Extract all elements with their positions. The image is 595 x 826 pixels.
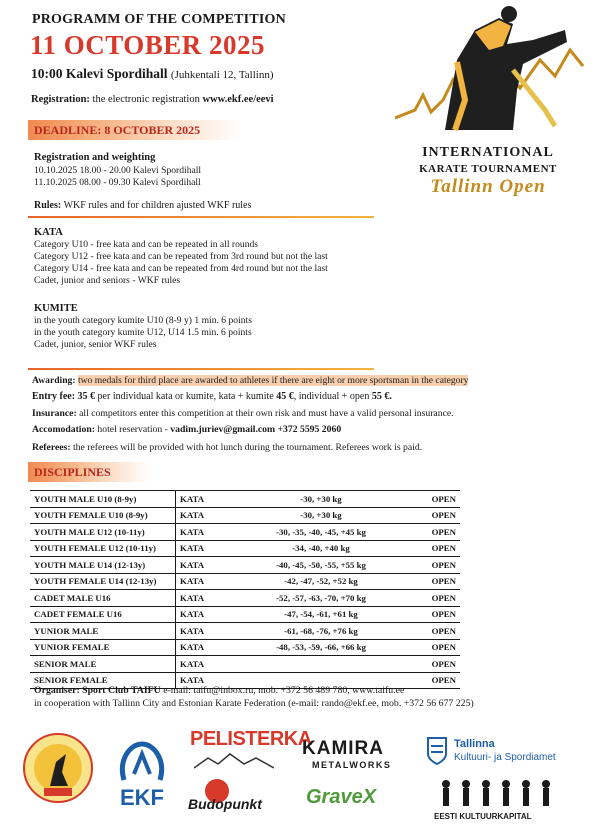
discipline-kata: KATA: [176, 557, 243, 574]
event-date: 11 OCTOBER 2025: [30, 30, 266, 60]
table-row: [30, 656, 460, 673]
weighting-line: 10.10.2025 18.00 - 20.00 Kalevi Spordihall: [34, 165, 202, 176]
budopunkt-text: Budopunkt: [188, 796, 262, 812]
discipline-kumite: -61, -68, -76, +76 kg: [242, 623, 400, 640]
discipline-kumite: -47, -54, -61, +61 kg: [242, 606, 400, 623]
discipline-open: OPEN: [400, 491, 460, 508]
kulka-logo-text: EESTI KULTUURKAPITAL: [434, 812, 532, 821]
discipline-category: YOUTH FEMALE U10 (8-9y): [30, 507, 176, 524]
discipline-category: CADET FEMALE U16: [30, 606, 176, 623]
discipline-category: YUNIOR MALE: [30, 623, 176, 640]
table-row: [30, 573, 460, 590]
discipline-kumite: -30, +30 kg: [242, 491, 400, 508]
discipline-kata: KATA: [176, 540, 243, 557]
discipline-kata: KATA: [176, 639, 243, 656]
discipline-kata: KATA: [176, 573, 243, 590]
tallinn-logo-line-1: Tallinna: [454, 738, 495, 750]
entry-fee-line: [32, 391, 392, 403]
registration-link[interactable]: www.ekf.ee/eevi: [202, 94, 274, 105]
event-venue: [31, 66, 274, 82]
kumite-line: in the youth category kumite U12, U14 1.5 min. 6 points: [34, 327, 252, 338]
ekf-emblem-icon: [112, 740, 172, 784]
ekf-text: EKF: [120, 785, 164, 810]
discipline-category: SENIOR MALE: [30, 656, 176, 673]
awarding-text: two medals for third place are awarded to athletes if there are eight or more sportsman in the category: [77, 375, 469, 386]
discipline-kumite: -34, -40, +40 kg: [242, 540, 400, 557]
discipline-category: YOUTH FEMALE U12 (10-11y): [30, 540, 176, 557]
organiser-contact: e-mail: taifu@inbox.ru, mob. +372 56 489 780, www.taifu.ee: [163, 685, 405, 696]
discipline-open: OPEN: [400, 672, 460, 689]
tallinn-crest-icon: [426, 736, 448, 766]
kata-line: Category U12 - free kata and can be repeated from 3rd round but not the last: [34, 251, 328, 262]
discipline-kata: KATA: [176, 623, 243, 640]
kamira-logo: KAMIRA: [302, 738, 384, 759]
insurance-line: [32, 408, 454, 420]
table-row: [30, 557, 460, 574]
weighting-block: [34, 152, 201, 189]
kumite-line: Cadet, junior, senior WKF rules: [34, 339, 157, 350]
table-row: [30, 507, 460, 524]
organiser-label: Organiser: Sport Club TAIFU: [34, 685, 161, 696]
accomodation-line: [32, 424, 341, 436]
weighting-title: Registration and weighting: [34, 152, 156, 163]
disciplines-table: [30, 490, 460, 689]
tournament-title: [408, 145, 568, 198]
discipline-kata: KATA: [176, 590, 243, 607]
discipline-kata: KATA: [176, 491, 243, 508]
tallinn-logo-line-2: Kultuuri- ja Spordiamet: [454, 752, 556, 763]
fee-individual: 35 €: [77, 391, 96, 402]
table-row: [30, 524, 460, 541]
discipline-open: OPEN: [400, 590, 460, 607]
fee-combined: 45 €: [276, 391, 294, 402]
organiser-block: [34, 684, 474, 710]
discipline-category: YOUTH FEMALE U14 (12-13y): [30, 573, 176, 590]
discipline-category: CADET MALE U16: [30, 590, 176, 607]
venue-address: (Juhkentali 12, Tallinn): [170, 69, 274, 81]
discipline-kumite: -48, -53, -59, -66, +66 kg: [242, 639, 400, 656]
kata-line: Category U14 - free kata and can be repeated from 4rd round but not the last: [34, 263, 328, 274]
discipline-kumite: -42, -47, -52, +52 kg: [242, 573, 400, 590]
pelisterka-mountain-icon: [194, 752, 274, 772]
discipline-kumite: -52, -57, -63, -70, +70 kg: [242, 590, 400, 607]
accomodation-label: Accomodation:: [32, 424, 95, 435]
discipline-open: OPEN: [400, 557, 460, 574]
kumite-block: [34, 303, 252, 351]
table-row: [30, 623, 460, 640]
deadline-band: DEADLINE: 8 OCTOBER 2025: [28, 120, 240, 140]
kata-title: KATA: [34, 227, 63, 238]
program-title: PROGRAMM OF THE COMPETITION: [32, 12, 286, 27]
discipline-kumite: -30, -35, -40, -45, +45 kg: [242, 524, 400, 541]
discipline-open: OPEN: [400, 540, 460, 557]
venue-name: 10:00 Kalevi Spordihall: [31, 66, 168, 81]
registration-line: [31, 94, 274, 105]
gravex-logo: GraveX: [306, 786, 377, 808]
table-row: [30, 590, 460, 607]
table-row: [30, 606, 460, 623]
table-row: [30, 639, 460, 656]
discipline-kata: KATA: [176, 672, 243, 689]
discipline-open: OPEN: [400, 524, 460, 541]
weighting-line: 11.10.2025 08.00 - 09.30 Kalevi Spordihall: [34, 177, 201, 188]
rules-label: Rules:: [34, 200, 62, 211]
discipline-category: YOUTH MALE U12 (10-11y): [30, 524, 176, 541]
awarding-label: Awarding:: [32, 375, 76, 386]
disciplines-band: DISCIPLINES: [28, 462, 150, 482]
referees-label: Referees:: [32, 442, 71, 453]
organiser-cooperation: in cooperation with Tallinn City and Estonian Karate Federation (e-mail: rando@ekf.ee, mob. +372 56 677 225): [34, 698, 474, 709]
discipline-kata: KATA: [176, 606, 243, 623]
kulka-figures-icon: [436, 778, 566, 810]
discipline-kata: KATA: [176, 524, 243, 541]
referees-text: the referees will be provided with hot lunch during the tournament. Referees work is paid.: [72, 442, 423, 453]
discipline-category: SENIOR FEMALE: [30, 672, 176, 689]
discipline-open: OPEN: [400, 573, 460, 590]
tournament-line-1: INTERNATIONAL: [422, 145, 554, 160]
discipline-kumite: -30, +30 kg: [242, 507, 400, 524]
tournament-line-2: KARATE TOURNAMENT: [419, 163, 557, 175]
registration-label: Registration:: [31, 94, 90, 105]
discipline-category: YOUTH MALE U10 (8-9y): [30, 491, 176, 508]
table-row: [30, 491, 460, 508]
fee-text-2: , individual + open: [293, 391, 370, 402]
discipline-open: OPEN: [400, 623, 460, 640]
awarding-line: [32, 375, 468, 387]
accomodation-contact[interactable]: vadim.juriev@gmail.com +372 5595 2060: [170, 424, 342, 435]
insurance-text: all competitors enter this competition at their own risk and must have a valid personal insurance.: [79, 408, 454, 419]
kumite-line: in the youth category kumite U10 (8-9 y) 1 min. 6 points: [34, 315, 252, 326]
discipline-kumite: [242, 656, 400, 673]
kata-line: Category U10 - free kata and can be repeated in all rounds: [34, 239, 259, 250]
rules-text: WKF rules and for children ajusted WKF rules: [63, 200, 252, 211]
discipline-open: OPEN: [400, 656, 460, 673]
karate-fighter-illustration: [395, 0, 585, 140]
kamira-sub: METALWORKS: [312, 760, 392, 770]
kata-block: [34, 227, 328, 287]
discipline-open: OPEN: [400, 639, 460, 656]
rules-line: [34, 200, 251, 212]
kumite-title: KUMITE: [34, 303, 78, 314]
taifu-club-logo: [22, 728, 94, 808]
divider: [28, 216, 374, 218]
accomodation-text: hotel reservation -: [97, 424, 168, 435]
referees-line: [32, 442, 422, 454]
discipline-category: YUNIOR FEMALE: [30, 639, 176, 656]
discipline-open: OPEN: [400, 606, 460, 623]
fee-open: 55 €.: [371, 391, 392, 402]
registration-text: the electronic registration: [92, 94, 200, 105]
insurance-label: Insurance:: [32, 408, 77, 419]
discipline-kata: KATA: [176, 656, 243, 673]
discipline-open: OPEN: [400, 507, 460, 524]
pelisterka-logo: PELISTERKA: [190, 728, 312, 750]
divider: [28, 368, 374, 370]
budopunkt-logo: [188, 786, 262, 812]
entry-fee-label: Entry fee:: [32, 391, 76, 402]
discipline-category: YOUTH MALE U14 (12-13y): [30, 557, 176, 574]
fee-text: per individual kata or kumite, kata + kumite: [97, 391, 274, 402]
tournament-line-3: Tallinn Open: [430, 176, 546, 197]
discipline-kata: KATA: [176, 507, 243, 524]
ekf-logo: [112, 740, 172, 808]
kata-line: Cadet, junior and seniors - WKF rules: [34, 275, 181, 286]
table-row: [30, 540, 460, 557]
discipline-kumite: -40, -45, -50, -55, +55 kg: [242, 557, 400, 574]
